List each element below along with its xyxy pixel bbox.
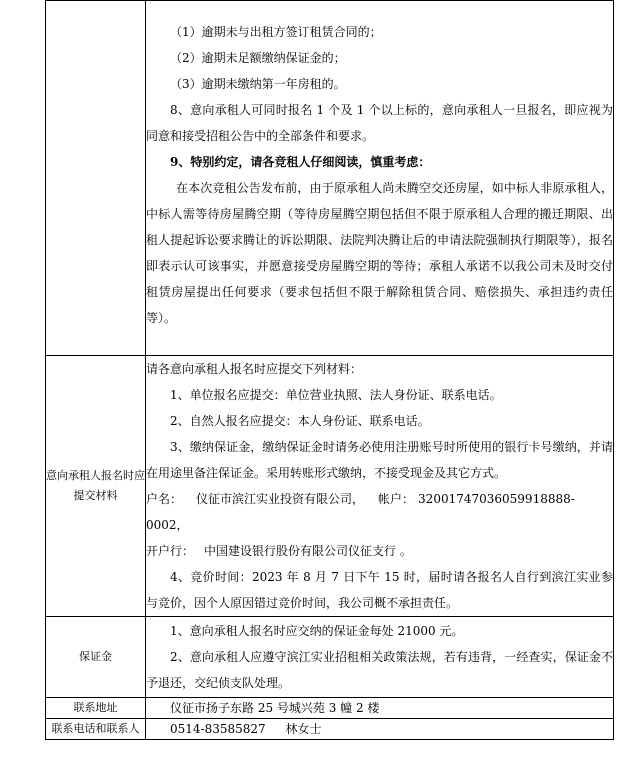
deposit-row: [46, 617, 614, 698]
materials-label: 意向承租人报名时应提交材料: [46, 356, 146, 617]
deposit-content: [146, 617, 614, 698]
conditions-content: [146, 1, 614, 356]
contact-content: [146, 719, 614, 740]
contact-row: [46, 719, 614, 740]
account-name: 仪征市滨江实业投资有限公司，: [196, 492, 365, 506]
contact-person: 林女士: [285, 722, 322, 736]
materials-item-2: 2、自然人报名应提交：本人身份证、联系电话。: [170, 414, 430, 428]
condition-line-1: （1）逾期未与出租方签订租赁合同的；: [170, 25, 382, 39]
materials-item-1: 1、单位报名应提交：单位营业执照、法人身份证、联系电话。: [170, 388, 502, 402]
materials-content: [146, 356, 614, 617]
materials-row: [46, 356, 614, 617]
conditions-row: [46, 1, 614, 356]
bank-name: 中国建设银行股份有限公司仪征支行 。: [204, 544, 412, 558]
condition-line-3: （3）逾期未缴纳第一年房租的。: [170, 77, 346, 91]
contact-phone: 0514-83585827: [170, 722, 266, 736]
item-9-title: 9、特别约定，请各竞租人仔细阅读，慎重考虑：: [170, 155, 431, 169]
materials-item-4: 4、竞价时间：2023 年 8 月 7 日下午 15 时，届时请各报名人自行到滨江实业参与竞价，因个人原因错过竞价时间，我公司概不承担责任。: [146, 570, 613, 610]
item-9-body: 在本次竞租公告发布前，由于原承租人尚未腾空交还房屋，如中标人非原承租人，中标人需等待房屋腾空期（等待房屋腾空期包括但不限于原承租人合理的搬迁期限、出租人提起诉讼要求腾让的诉讼期限、法院判决腾让后的申请法院强制执行期限等），报名即表示认可该事实，并愿意接受房屋腾空期的等待；承租人承诺不以我公司未及时交付租赁房屋提出任何要求（要求包括但不限于解除租赁合同、赔偿损失、承担违约责任等）。: [146, 181, 613, 325]
bank-label: 开户行：: [146, 544, 195, 558]
account-no-label: 帐户：: [378, 492, 415, 506]
conditions-label-cell: [46, 1, 146, 356]
item-8-text: 8、意向承租人可同时报名 1 个及 1 个以上标的，意向承租人一旦报名，即应视为同意和接受招租公告中的全部条件和要求。: [146, 103, 613, 143]
notice-table: [45, 0, 614, 740]
materials-item-3: 3、缴纳保证金，缴纳保证金时请务必使用注册账号时所使用的银行卡号缴纳，并请在用途里备注保证金。采用转账形式缴纳，不接受现金及其它方式。: [146, 440, 613, 480]
address-content: [146, 698, 614, 719]
account-line: [146, 486, 613, 538]
account-name-label: 户名：: [146, 492, 183, 506]
deposit-item-1: 1、意向承租人报名时应交纳的保证金每处 21000 元。: [170, 624, 464, 638]
address-value: 仪征市扬子东路 25 号城兴苑 3 幢 2 楼: [170, 701, 380, 715]
address-label: 联系地址: [46, 698, 146, 719]
materials-intro: 请各意向承租人报名时应提交下列材料：: [146, 362, 363, 376]
account-no: 32001747036059918888-0002，: [146, 492, 575, 532]
deposit-label: 保证金: [46, 617, 146, 698]
condition-line-2: （2）逾期未足额缴纳保证金的；: [170, 51, 346, 65]
contact-label: 联系电话和联系人: [46, 719, 146, 740]
bank-line: [146, 538, 613, 564]
address-row: [46, 698, 614, 719]
deposit-item-2: 2、意向承租人应遵守滨江实业招租相关政策法规，若有违背，一经查实，保证金不予退还，交纪侦支队处理。: [146, 650, 613, 690]
